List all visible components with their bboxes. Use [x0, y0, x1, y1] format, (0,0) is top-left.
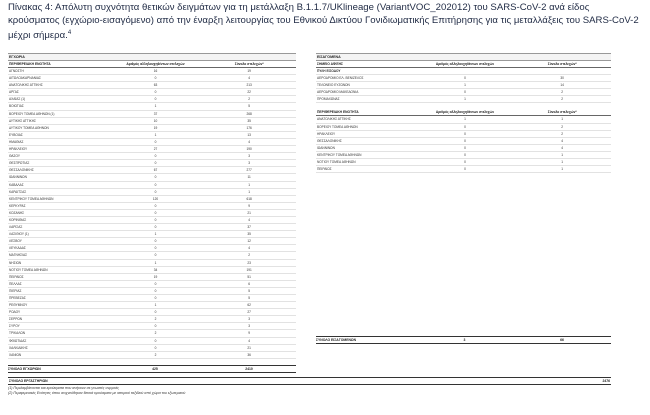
row-label: ΚΕΝΤΡΙΚΟΥ ΤΟΜΕΑ ΑΘΗΝΩΝ [9, 196, 54, 201]
row-label: ΦΘΙΩΤΙΔΑΣ [9, 338, 27, 343]
row-total: 62 [247, 303, 251, 308]
row-label: ΒΟΡΕΙΟΥ ΤΟΜΕΑ ΑΘΗΝΩΝ [317, 124, 358, 129]
row-label: ΑΕΡΟΔΡΟΜΙΟ ΕΛ. ΒΕΝΙΖΕΛΟΣ [317, 76, 364, 81]
row-sequenced: 0 [154, 239, 157, 244]
row-total: 2 [248, 253, 251, 258]
domestic-rows [8, 68, 296, 359]
row-label: ΡΕΘΥΜΝΟΥ [9, 303, 28, 308]
row-total: 4 [248, 338, 251, 343]
header-regional-unit: ΠΕΡΙΦΕΡΕΙΑΚΗ ΕΝΟΤΗΤΑ [317, 110, 359, 115]
row-total: 27 [247, 310, 251, 315]
table-row [8, 316, 296, 323]
table-row [8, 345, 296, 352]
row-sequenced: 0 [154, 345, 157, 350]
row-total: 14 [560, 83, 564, 88]
table-row [316, 124, 611, 131]
row-sequenced: 0 [464, 131, 466, 136]
row-total: 1 [248, 189, 251, 194]
row-total: 21 [247, 345, 251, 350]
row-sequenced: 0 [154, 324, 157, 329]
row-sequenced: 0 [464, 145, 466, 150]
row-sequenced: 0 [154, 225, 157, 230]
row-label: ΔΥΤΙΚΟΥ ΤΟΜΕΑ ΑΘΗΝΩΝ [9, 125, 49, 130]
footnotes [8, 386, 185, 396]
table-row [8, 274, 296, 281]
row-label: ΑΝΑΤΟΛΙΚΗΣ ΑΤΤΙΚΗΣ [317, 117, 351, 122]
row-total: 9 [248, 331, 251, 336]
row-sequenced: 0 [154, 76, 157, 81]
row-total: 618 [246, 196, 252, 201]
row-total: 1 [248, 182, 251, 187]
row-label: ΝΟΤΙΟΥ ΤΟΜΕΑ ΑΘΗΝΩΝ [9, 267, 48, 272]
table-row [316, 159, 611, 166]
table-row [8, 75, 296, 82]
row-total: 176 [246, 125, 252, 130]
row-total: 11 [247, 175, 251, 180]
row-label: ΑΓΝΩΣΤΗ [9, 69, 24, 73]
row-sequenced: 2 [154, 352, 157, 357]
row-sequenced: 0 [464, 124, 466, 129]
header-total-strains: Σύνολο στελεχών* [547, 62, 577, 66]
row-total: 13 [247, 132, 251, 137]
row-label: ΗΡΑΚΛΕΙΟΥ [317, 131, 336, 136]
row-sequenced: 19 [153, 274, 158, 279]
row-sequenced: 0 [154, 175, 157, 180]
row-sequenced: 1 [154, 232, 157, 237]
grand-total-value: 2476 [602, 379, 610, 383]
row-total: 2 [561, 90, 564, 95]
imported-table-header [316, 61, 611, 68]
table-row [8, 153, 296, 160]
row-label: ΒΟΡΕΙΟΥ ΤΟΜΕΑ ΑΘΗΝΩΝ (1) [9, 111, 55, 116]
row-total: 35 [247, 232, 251, 237]
row-sequenced: 0 [154, 154, 157, 159]
grand-total-row [8, 377, 611, 385]
row-total: 1 [561, 167, 564, 172]
row-total: 213 [246, 83, 252, 88]
row-total: 3 [248, 154, 251, 159]
row-total: 4 [561, 145, 564, 150]
row-label: ΚΟΡΙΝΘΙΑΣ [9, 217, 27, 222]
page-title [8, 2, 640, 43]
row-label: ΚΟΖΑΝΗΣ [9, 210, 25, 215]
table-row [316, 82, 611, 89]
table-row [316, 96, 611, 103]
row-label: ΝΗΣΙΩΝ [9, 260, 22, 265]
row-total: 35 [247, 118, 251, 123]
row-label: ΔΥΤΙΚΗΣ ΑΤΤΙΚΗΣ [9, 118, 37, 123]
row-sequenced: 0 [154, 210, 157, 215]
row-sequenced: 0 [154, 189, 157, 194]
table-row [8, 96, 296, 103]
footnote-1: (1) Περιλαμβάνονται και κρούσματα που ανήκουν σε γνωστές συρροές [8, 386, 120, 390]
row-total: 1 [561, 117, 564, 122]
row-total: 3 [248, 317, 251, 322]
row-sequenced: 0 [154, 310, 157, 315]
row-sequenced: 0 [154, 338, 157, 343]
table-row [8, 189, 296, 196]
row-total: 4 [248, 217, 251, 222]
title-text: Πίνακας 4: Απόλυτη συχνότητα θετικών δειγμάτων για τη μετάλλαξη B.1.1.7/UKlineage (VariantVOC_202012) του SARS-CoV-2 ανά είδος κρούσματος (εγχώριο-εισαγόμενο) από την έναρξη λειτουργίας του Εθνικού Δικτύου Γονιδιωματικής Επιτήρησης για τις μεταλλάξεις του SARS-CoV-2 μέχρι σήμερα. [8, 2, 639, 42]
imported-section-title: ΕΙΣΑΓΟΜΕΝΑ [316, 53, 611, 61]
table-row [8, 260, 296, 267]
table-row [8, 196, 296, 203]
row-total: 5 [248, 288, 251, 293]
row-total: 9 [248, 203, 251, 208]
row-sequenced: 120 [152, 196, 159, 201]
row-total: 2 [561, 131, 564, 136]
row-sequenced: 0 [154, 203, 157, 208]
row-sequenced: 0 [154, 217, 157, 222]
imported-table [316, 53, 611, 344]
row-label: ΧΑΝΙΩΝ [9, 352, 22, 357]
row-sequenced: 0 [464, 160, 466, 165]
row-total: 19 [247, 69, 251, 73]
imported-total-label: ΣΥΝΟΛΟ ΕΙΣΑΓΟΜΕΝΩΝ [316, 338, 357, 343]
imported-total-sequenced: 3 [463, 338, 466, 343]
row-sequenced: 0 [154, 97, 157, 102]
row-sequenced: 0 [464, 76, 466, 81]
row-label: ΜΑΓΝΗΣΙΑΣ [9, 253, 28, 258]
row-label: ΠΕΙΡΑΙΩΣ [317, 167, 332, 172]
row-label: ΚΕΝΤΡΙΚΟΥ ΤΟΜΕΑ ΑΘΗΝΩΝ [317, 152, 362, 157]
row-label: ΣΕΡΡΩΝ [9, 317, 23, 322]
row-label: ΕΥΒΟΙΑΣ [9, 132, 23, 137]
table-row [8, 352, 296, 359]
row-label: ΑΧΑΪΑΣ (1) [9, 97, 26, 102]
row-label: ΠΡΟΜΑΧΩΝΑΣ [317, 97, 340, 102]
header-total-strains: Σύνολο στελεχών* [234, 62, 264, 66]
row-sequenced: 0 [154, 161, 157, 166]
row-sequenced: 10 [153, 118, 158, 123]
row-sequenced: 0 [154, 296, 157, 300]
table-row [8, 245, 296, 252]
row-label: ΙΩΑΝΝΙΝΩΝ [317, 145, 335, 150]
table-row [8, 146, 296, 153]
row-total: 3 [248, 324, 251, 329]
row-total: 4 [248, 76, 251, 81]
table-row [8, 217, 296, 224]
row-sequenced: 0 [464, 152, 466, 157]
row-sequenced: 0 [154, 182, 157, 187]
table-row [8, 309, 296, 316]
row-sequenced: 1 [154, 132, 157, 137]
table-row [8, 281, 296, 288]
table-row [8, 338, 296, 345]
row-sequenced: 27 [153, 147, 158, 152]
row-total: 1 [561, 160, 564, 165]
row-total: 30 [560, 76, 564, 81]
table-row [8, 125, 296, 132]
row-label: ΑΕΡΟΔΡΟΜΙΟ ΜΑΚΕΔΟΝΙΑ [317, 90, 359, 95]
row-sequenced: 0 [154, 253, 157, 258]
domestic-total-row [8, 365, 296, 373]
table-row [8, 224, 296, 231]
row-total: 277 [246, 168, 252, 173]
row-label: ΗΜΑΘΙΑΣ [9, 139, 24, 144]
grand-total-label: ΣΥΝΟΛΟ ΕΡΓΑΣΤΗΡΙΩΝ [9, 379, 48, 383]
table-row [316, 138, 611, 145]
row-sequenced: 1 [154, 303, 157, 308]
entry-gate-rows [316, 75, 611, 103]
row-sequenced: 1 [464, 83, 466, 88]
table-row [8, 203, 296, 210]
row-sequenced: 34 [153, 267, 158, 272]
domestic-section-title: ΕΓΧΩΡΙΑ [8, 53, 296, 61]
row-label: ΚΑΒΑΛΑΣ [9, 182, 24, 187]
row-total: 21 [247, 210, 251, 215]
row-label: ΘΕΣΣΑΛΟΝΙΚΗΣ [9, 168, 34, 173]
row-total: 6 [248, 281, 251, 286]
table-row [8, 252, 296, 259]
row-label: ΘΑΣΟΥ [9, 154, 21, 159]
row-total: 3 [248, 161, 251, 166]
row-sequenced: 37 [153, 111, 158, 116]
header-sequenced-count: Αριθμός αλληλουχηθέντων στελεχών [435, 110, 495, 115]
row-label: ΘΕΣΣΑΛΟΝΙΚΗΣ [317, 138, 342, 143]
header-regional-unit: ΠΕΡΙΦΕΡΕΙΑΚΗ ΕΝΟΤΗΤΑ [9, 62, 51, 66]
row-total: 12 [247, 239, 251, 244]
table-row [316, 75, 611, 82]
table-row [8, 139, 296, 146]
row-sequenced: 1 [464, 97, 466, 102]
row-total: 5 [248, 104, 251, 109]
row-total: 2 [248, 97, 251, 102]
row-label: ΝΟΤΙΟΥ ΤΟΜΕΑ ΑΘΗΝΩΝ [317, 160, 356, 165]
row-label: ΑΡΓΑΣ [9, 90, 19, 95]
row-label: ΠΕΛΛΑΣ [9, 281, 22, 286]
table-row [316, 166, 611, 173]
table-row [8, 323, 296, 330]
header-total-strains: Σύνολο στελεχών* [547, 110, 577, 115]
imported-regional-header [316, 109, 611, 116]
row-sequenced: 19 [153, 125, 158, 130]
table-row [8, 111, 296, 118]
row-label: ΣΥΡΟΥ [9, 324, 20, 329]
row-label: ΤΡΙΚΑΛΩΝ [9, 331, 26, 336]
row-sequenced: 0 [154, 288, 157, 293]
table-row [8, 288, 296, 295]
row-label: ΡΟΔΟΥ [9, 310, 21, 315]
row-sequenced: 0 [154, 246, 157, 251]
table-row [8, 267, 296, 274]
table-row [8, 182, 296, 189]
imported-total-strains: 66 [560, 338, 564, 343]
row-label: ΘΕΣΠΡΩΤΙΑΣ [9, 161, 30, 166]
table-row [8, 330, 296, 337]
table-row [8, 238, 296, 245]
row-label: ΑΙΤΩΛΟΑΚΑΡΝΑΝΙΑΣ [9, 76, 41, 81]
imported-regional-rows [316, 116, 611, 173]
row-label: ΤΕΛΩΝΕΙΟ ΕΥΖΩΝΩΝ [317, 83, 350, 88]
entry-gate-label: ΠΥΛΗ ΕΙΣΟΔΟΥ [317, 69, 341, 73]
table-row [8, 89, 296, 96]
row-total: 37 [247, 225, 251, 230]
row-total: 36 [247, 352, 251, 357]
table-row [8, 231, 296, 238]
row-sequenced: 0 [154, 281, 157, 286]
row-total: 190 [246, 147, 252, 152]
table-row [8, 210, 296, 217]
table-row [8, 103, 296, 110]
row-label: ΚΑΡΔΙΤΣΑΣ [9, 189, 27, 194]
table-row [316, 89, 611, 96]
row-sequenced: 1 [154, 104, 157, 109]
row-total: 268 [246, 111, 252, 116]
row-sequenced: 0 [154, 139, 157, 144]
row-label: ΚΕΡΚΥΡΑΣ [9, 203, 26, 208]
row-sequenced: 16 [153, 69, 158, 73]
row-total: 23 [247, 260, 251, 265]
row-sequenced: 1 [154, 260, 157, 265]
row-label: ΠΕΙΡΑΙΩΣ [9, 274, 24, 279]
row-label: ΠΙΕΡΙΑΣ [9, 288, 22, 293]
title-footnote-mark: 4 [67, 30, 72, 37]
row-sequenced: 0 [154, 90, 157, 95]
table-row [8, 302, 296, 309]
row-total: 2 [561, 97, 564, 102]
row-label: ΠΡΕΒΕΖΑΣ [9, 296, 26, 300]
entry-gate-group-title [316, 68, 611, 75]
domestic-table-header [8, 61, 296, 68]
row-total: 4 [248, 246, 251, 251]
row-total: 191 [246, 267, 252, 272]
table-row [8, 68, 296, 75]
row-sequenced: 67 [153, 168, 158, 173]
domestic-total-strains: 2410 [245, 366, 253, 371]
table-row [8, 118, 296, 125]
row-total: 4 [248, 139, 251, 144]
table-row [8, 174, 296, 181]
row-total: 2 [561, 124, 564, 129]
header-sequenced-count: Αριθμός αλληλουχηθέντων στελεχών [435, 62, 495, 66]
header-sequenced-count: Αριθμός αλληλουχηθέντων στελεχών [126, 62, 185, 66]
row-sequenced: 0 [464, 138, 466, 143]
row-sequenced: 0 [464, 90, 466, 95]
row-sequenced: 2 [154, 331, 157, 336]
table-row [8, 82, 296, 89]
table-row [8, 132, 296, 139]
row-total: 4 [561, 138, 564, 143]
row-total: 1 [561, 152, 564, 157]
row-label: ΛΕΥΚΑΔΑΣ [9, 246, 26, 251]
table-row [8, 295, 296, 302]
domestic-total-sequenced: 425 [152, 366, 158, 371]
row-total: 5 [248, 296, 251, 300]
row-label: ΧΑΛΚΙΔΙΚΗΣ [9, 345, 28, 350]
row-sequenced: 2 [154, 317, 157, 322]
row-total: 22 [247, 90, 251, 95]
header-arrival-point: ΣΗΜΕΙΟ ΑΦΙΞΗΣ [317, 62, 343, 66]
table-row [316, 116, 611, 123]
table-row [316, 152, 611, 159]
row-sequenced: 1 [464, 117, 466, 122]
row-sequenced: 63 [153, 83, 158, 88]
imported-total-row [316, 336, 611, 344]
table-row [8, 167, 296, 174]
row-total: 51 [247, 274, 251, 279]
table-row [316, 145, 611, 152]
row-label: ΒΟΙΩΤΙΑΣ [9, 104, 24, 109]
row-sequenced: 0 [464, 167, 466, 172]
row-label: ΛΑΣΙΘΙΟΥ (1) [9, 232, 29, 237]
domestic-table [8, 53, 296, 373]
table-row [316, 131, 611, 138]
domestic-total-label: ΣΥΝΟΛΟ ΕΓΧΩΡΙΩΝ [8, 366, 41, 371]
row-label: ΛΕΣΒΟΥ [9, 239, 22, 244]
row-label: ΑΝΑΤΟΛΙΚΗΣ ΑΤΤΙΚΗΣ [9, 83, 43, 88]
footnote-2: (2) Περιφερειακές Ενότητες όπου ανιχνεύθηκαν θετικά κρούσματα με ιστορικό ταξιδιού από χώρα του εξωτερικού [8, 391, 186, 396]
table-row [8, 160, 296, 167]
row-label: ΗΡΑΚΛΕΙΟΥ [9, 147, 28, 152]
row-label: ΛΑΡΙΣΑΣ [9, 225, 23, 230]
row-label: ΙΩΑΝΝΙΝΩΝ [9, 175, 27, 180]
